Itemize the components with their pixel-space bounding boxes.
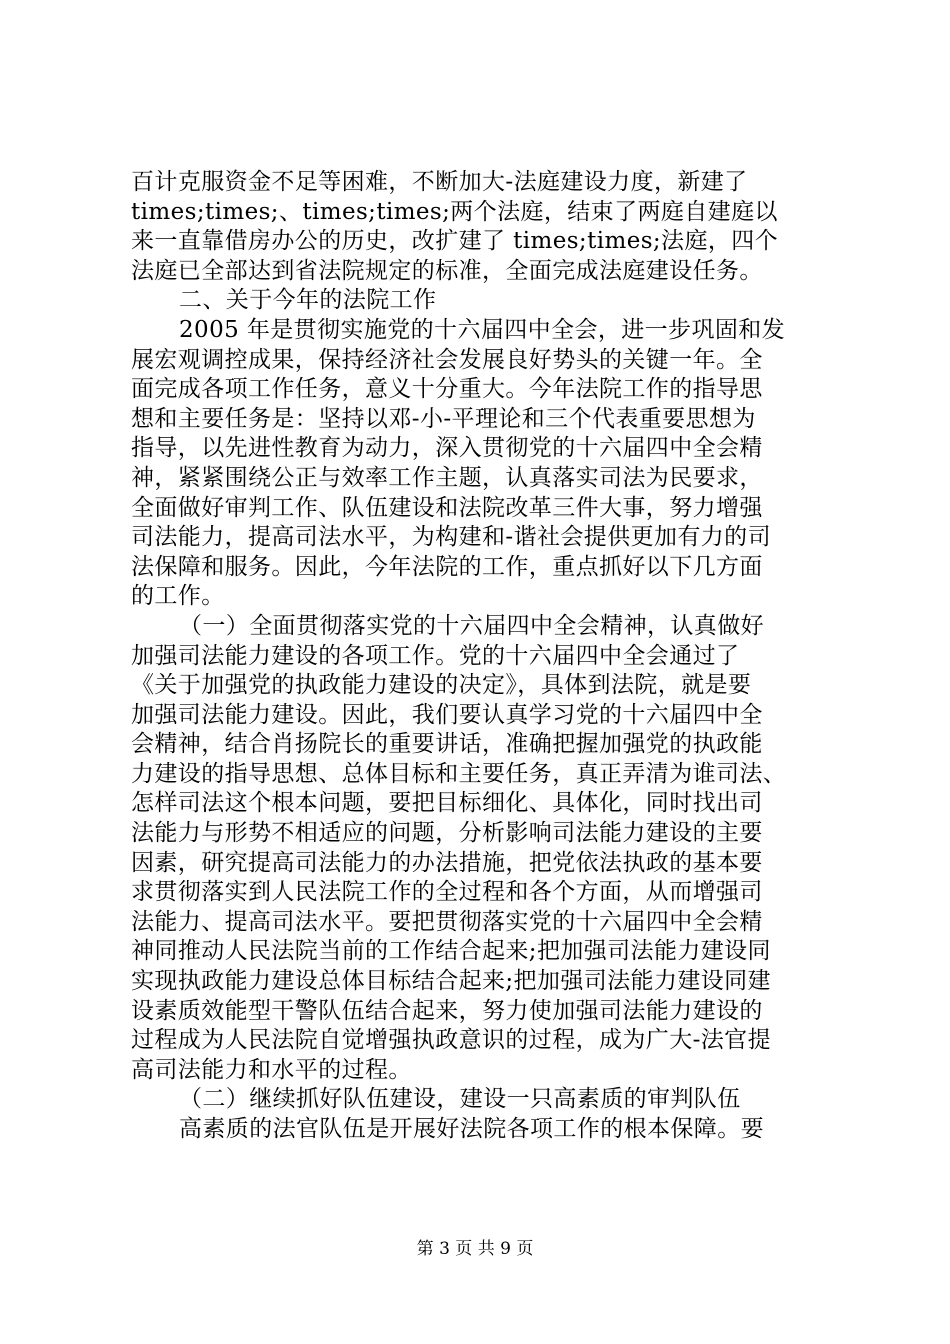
text-line: 百计克服资金不足等困难，不断加大-法庭建设力度，新建了 <box>131 169 748 195</box>
text-line: 面完成各项工作任务，意义十分重大。今年法院工作的指导思 <box>131 376 763 403</box>
text-line: 全面做好审判工作、队伍建设和法院改革三件大事，努力增强 <box>131 494 763 521</box>
text-line: 来一直靠借房办公的历史，改扩建了 times;times;法庭，四个 <box>131 228 779 255</box>
text-line: （一）全面贯彻落实党的十六届四中全会精神，认真做好 <box>179 612 764 639</box>
text-line: 求贯彻落实到人民法院工作的全过程和各个方面，从而增强司 <box>131 879 763 906</box>
text-line: 设素质效能型干警队伍结合起来，努力使加强司法能力建设的 <box>131 997 763 1024</box>
text-line: 2005 年是贯彻实施党的十六届四中全会，进一步巩固和发 <box>179 316 786 343</box>
text-line: 的工作。 <box>131 583 225 610</box>
text-line: times;times;、times;times;两个法庭，结束了两庭自建庭以 <box>131 198 778 225</box>
text-line: 法能力与形势不相适应的问题，分析影响司法能力建设的主要 <box>131 820 763 847</box>
text-line: 《关于加强党的执政能力建设的决定》，具体到法院，就是要 <box>131 672 752 699</box>
text-line: 力建设的指导思想、总体目标和主要任务，真正弄清为谁司法、 <box>131 760 787 787</box>
text-line: 实现执政能力建设总体目标结合起来;把加强司法能力建设同建 <box>131 968 771 995</box>
text-line: （二）继续抓好队伍建设，建设一只高素质的审判队伍 <box>179 1086 741 1113</box>
text-line: 怎样司法这个根本问题，要把目标细化、具体化，同时找出司 <box>131 790 763 817</box>
text-line: 展宏观调控成果，保持经济社会发展良好势头的关键一年。全 <box>131 346 763 373</box>
document-body <box>131 168 831 1145</box>
text-line: 法庭已全部达到省法院规定的标准，全面完成法庭建设任务。 <box>131 257 763 284</box>
text-line: 加强司法能力建设。因此，我们要认真学习党的十六届四中全 <box>131 701 763 728</box>
text-line: 二、关于今年的法院工作 <box>179 287 437 314</box>
text-line: 过程成为人民法院自觉增强执政意识的过程，成为广大-法官提 <box>131 1027 771 1054</box>
text-line: 加强司法能力建设的各项工作。党的十六届四中全会通过了 <box>131 642 740 669</box>
text-line: 会精神，结合肖扬院长的重要讲话，准确把握加强党的执政能 <box>131 731 763 758</box>
text-line: 想和主要任务是：坚持以邓-小-平理论和三个代表重要思想为 <box>131 405 756 432</box>
page-footer <box>0 1238 950 1260</box>
text-line: 指导，以先进性教育为动力，深入贯彻党的十六届四中全会精 <box>131 435 763 462</box>
text-line: 神，紧紧围绕公正与效率工作主题，认真落实司法为民要求， <box>131 464 763 491</box>
text-line: 因素，研究提高司法能力的办法措施，把党依法执政的基本要 <box>131 849 763 876</box>
text-line: 法保障和服务。因此，今年法院的工作，重点抓好以下几方面 <box>131 553 763 580</box>
page-number-label: 第 3 页 共 9 页 <box>416 1239 534 1259</box>
text-line: 法能力、提高司法水平。要把贯彻落实党的十六届四中全会精 <box>131 908 763 935</box>
text-line: 高素质的法官队伍是开展好法院各项工作的根本保障。要 <box>179 1116 764 1142</box>
text-line: 高司法能力和水平的过程。 <box>131 1056 412 1083</box>
text-line: 神同推动人民法院当前的工作结合起来;把加强司法能力建设同 <box>131 938 771 965</box>
text-line: 司法能力，提高司法水平，为构建和-谐社会提供更加有力的司 <box>131 524 771 551</box>
